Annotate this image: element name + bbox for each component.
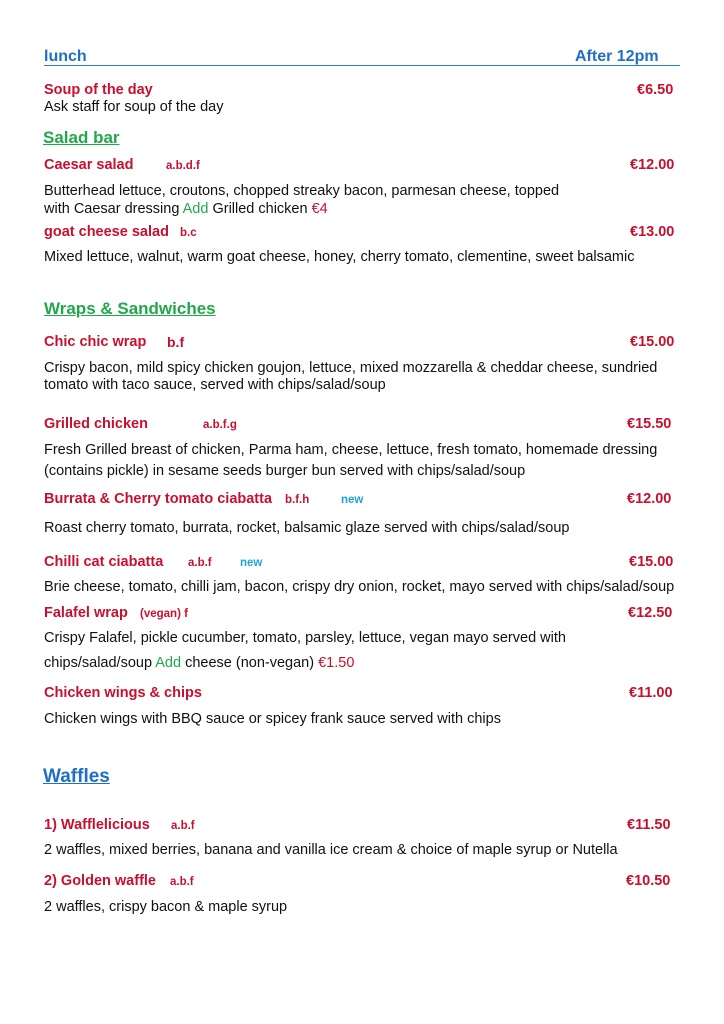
item-price-grilled-chicken: €15.50 bbox=[627, 416, 672, 432]
item-desc-caesar-1: Butterhead lettuce, croutons, chopped streaky bacon, parmesan cheese, topped bbox=[44, 183, 560, 199]
item-price-chilli-cat: €15.00 bbox=[629, 554, 674, 570]
item-name-grilled-chicken: Grilled chicken bbox=[44, 416, 148, 432]
add-price: €4 bbox=[311, 201, 328, 217]
item-name-goat-cheese: goat cheese salad bbox=[44, 224, 169, 240]
add-price: €1.50 bbox=[318, 655, 355, 671]
item-name-chic-chic-wrap: Chic chic wrap bbox=[44, 334, 147, 350]
item-desc-chic-chic-wrap-2: tomato with taco sauce, served with chips/salad/soup bbox=[44, 377, 386, 393]
header-divider bbox=[44, 65, 680, 66]
item-desc-goat-cheese: Mixed lettuce, walnut, warm goat cheese, honey, cherry tomato, clementine, sweet balsamic bbox=[44, 249, 635, 265]
item-allergens-caesar: a.b.d.f bbox=[166, 160, 200, 172]
item-name-chilli-cat: Chilli cat ciabatta bbox=[44, 554, 164, 570]
item-price-wafflelicious: €11.50 bbox=[627, 817, 671, 833]
item-desc-chic-chic-wrap-1: Crispy bacon, mild spicy chicken goujon, lettuce, mixed mozzarella & cheddar cheese, sundried bbox=[44, 360, 658, 376]
item-allergens-chilli-cat: a.b.f bbox=[188, 557, 212, 569]
item-allergens-grilled-chicken: a.b.f.g bbox=[203, 419, 237, 431]
item-name-falafel-wrap: Falafel wrap bbox=[44, 605, 128, 621]
item-price-chicken-wings: €11.00 bbox=[629, 685, 673, 701]
item-desc-falafel-wrap-2 bbox=[44, 655, 354, 671]
item-allergens-golden-waffle: a.b.f bbox=[170, 876, 194, 888]
section-title-wraps: Wraps & Sandwiches bbox=[44, 299, 216, 318]
item-desc-golden-waffle: 2 waffles, crispy bacon & maple syrup bbox=[44, 899, 288, 915]
item-allergens-burrata: b.f.h bbox=[285, 494, 310, 506]
menu-header-lunch: lunch bbox=[44, 48, 87, 65]
item-price-goat-cheese: €13.00 bbox=[630, 224, 675, 240]
item-price-caesar: €12.00 bbox=[630, 157, 675, 173]
item-price-burrata: €12.00 bbox=[627, 491, 672, 507]
item-desc-wafflelicious: 2 waffles, mixed berries, banana and vanilla ice cream & choice of maple syrup or Nutella bbox=[44, 842, 618, 858]
item-desc-grilled-chicken-2: (contains pickle) in sesame seeds burger bun served with chips/salad/soup bbox=[44, 463, 526, 479]
menu-header-time: After 12pm bbox=[575, 48, 659, 65]
desc-text: with Caesar dressing bbox=[44, 201, 183, 217]
item-name-chicken-wings: Chicken wings & chips bbox=[44, 685, 202, 701]
item-name-burrata: Burrata & Cherry tomato ciabatta bbox=[44, 491, 273, 507]
desc-text: cheese (non-vegan) bbox=[181, 655, 319, 671]
desc-text: chips/salad/soup bbox=[44, 655, 156, 671]
item-desc-falafel-wrap-1: Crispy Falafel, pickle cucumber, tomato, parsley, lettuce, vegan mayo served with bbox=[44, 630, 566, 646]
item-desc-grilled-chicken-1: Fresh Grilled breast of chicken, Parma ham, cheese, lettuce, fresh tomato, homemade dressing bbox=[44, 442, 658, 458]
item-desc-burrata: Roast cherry tomato, burrata, rocket, balsamic glaze served with chips/salad/soup bbox=[44, 520, 570, 536]
item-price-chic-chic-wrap: €15.00 bbox=[630, 334, 675, 350]
desc-text: Grilled chicken bbox=[208, 201, 312, 217]
add-label: Add bbox=[182, 201, 209, 217]
section-title-waffles: Waffles bbox=[43, 766, 110, 787]
item-price-golden-waffle: €10.50 bbox=[626, 873, 671, 889]
item-allergens-wafflelicious: a.b.f bbox=[171, 820, 195, 832]
item-allergens-chic-chic-wrap: b.f bbox=[167, 334, 185, 350]
new-badge-chilli-cat: new bbox=[240, 557, 263, 569]
item-name-soup: Soup of the day bbox=[44, 82, 153, 98]
item-desc-soup: Ask staff for soup of the day bbox=[44, 99, 224, 115]
item-allergens-falafel-wrap: (vegan) f bbox=[140, 608, 188, 620]
section-title-salad-bar: Salad bar bbox=[43, 128, 120, 147]
add-label: Add bbox=[155, 655, 182, 671]
item-desc-chicken-wings: Chicken wings with BBQ sauce or spicey frank sauce served with chips bbox=[44, 711, 501, 727]
item-name-wafflelicious: 1) Wafflelicious bbox=[44, 817, 150, 833]
item-price-soup: €6.50 bbox=[637, 82, 674, 98]
item-desc-chilli-cat: Brie cheese, tomato, chilli jam, bacon, crispy dry onion, rocket, mayo served with chips/salad/soup bbox=[44, 579, 675, 595]
item-price-falafel-wrap: €12.50 bbox=[628, 605, 673, 621]
item-allergens-goat-cheese: b.c bbox=[180, 227, 197, 239]
item-desc-caesar-2 bbox=[44, 201, 328, 217]
new-badge-burrata: new bbox=[341, 494, 364, 506]
item-name-caesar: Caesar salad bbox=[44, 157, 134, 173]
item-name-golden-waffle: 2) Golden waffle bbox=[44, 873, 156, 889]
